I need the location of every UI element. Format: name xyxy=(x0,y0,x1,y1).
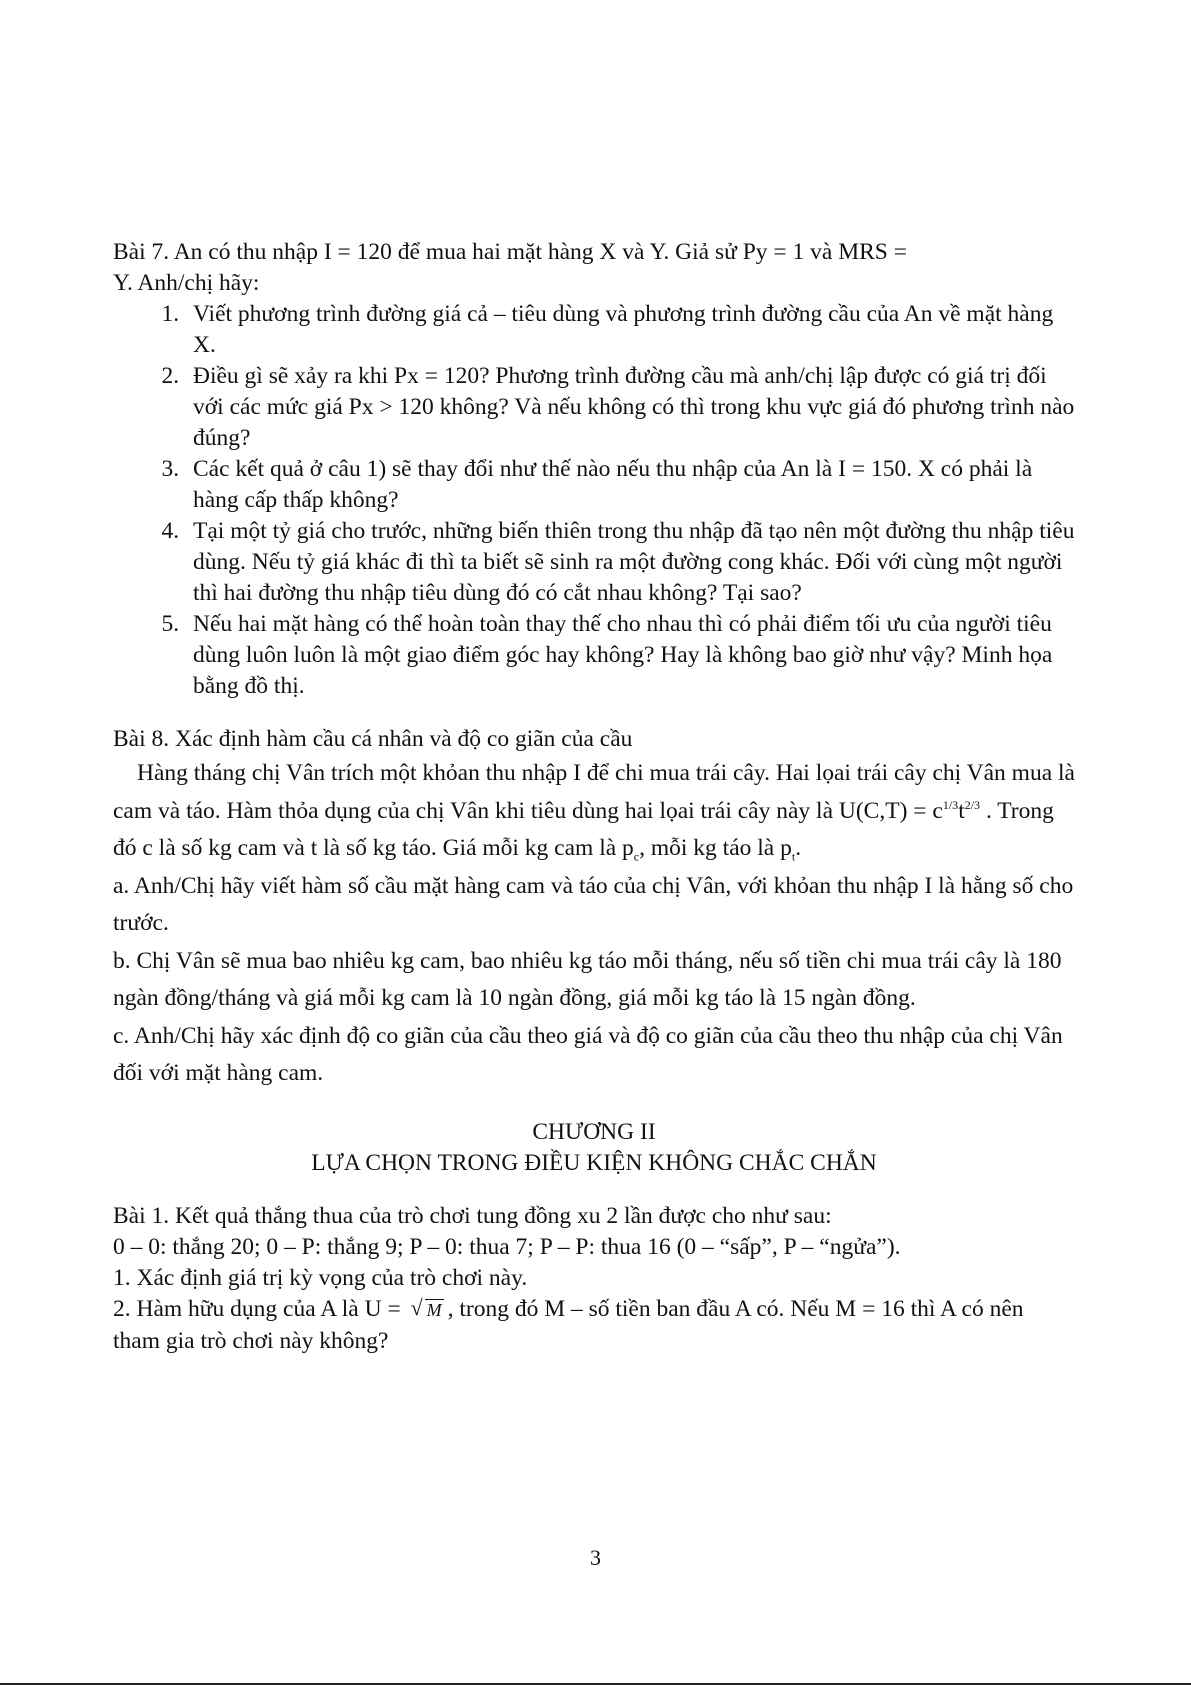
subscript-c: c xyxy=(633,849,640,864)
bai8-question-b: b. Chị Vân sẽ mua bao nhiêu kg cam, bao nhiêu kg táo mỗi tháng, nếu số tiền chi mua trái cây là 180 ngàn đồng/tháng và giá mỗi kg cam là 10 ngàn đồng, giá mỗi kg táo là 15 ngàn đồng. xyxy=(113,947,1062,1011)
bai8-title: Bài 8. Xác định hàm cầu cá nhân và độ co giãn của cầu xyxy=(113,726,633,752)
subscript-t: t xyxy=(791,849,796,864)
document-page xyxy=(113,237,1075,1357)
bai7-task-5: 5. Nếu hai mặt hàng có thể hoàn toàn thay thế cho nhau thì có phải điểm tối ưu của người tiêu dùng luôn luôn là một giao điểm góc hay không? Hay là không bao giờ như vậy? Minh họa bằng đồ thị. xyxy=(185,609,1075,702)
bai8-intro: Hàng tháng chị Vân trích một khỏan thu nhập I để chi mua trái cây. Hai lọai trái cây chị Vân mua là cam và táo. Hàm thỏa dụng của chị Vân khi tiêu dùng hai lọai trái cây này là $U(C,T) = c^{1/3}t^{2/3}$ . Trong đó c là số kg cam và t là số kg táo. Giá mỗi kg cam là $p_c$, mỗi kg táo là $p_t$. xyxy=(113,760,1075,864)
bai7-title-line2: Y. Anh/chị hãy: xyxy=(113,270,260,296)
bai1-question-1: 1. Xác định giá trị kỳ vọng của trò chơi này. xyxy=(113,1264,528,1291)
bai1-question-2: 2. Hàm hữu dụng của A là U = √ M , trong đó M – số tiền ban đầu A có. Nếu M = 16 thì A có nên tham gia trò chơi này không? xyxy=(113,1294,1075,1357)
page-number: 3 xyxy=(590,1545,601,1570)
bai1-outcomes: 0 – 0: thắng 20; 0 – P: thắng 9; P – 0: thua 7; P – P: thua 16 (0 – “sấp”, P – “ngửa”). xyxy=(113,1233,901,1260)
bai7-task-2: 2. Điều gì sẽ xảy ra khi Px = 120? Phương trình đường cầu mà anh/chị lập được có giá trị đối với các mức giá Px > 120 không? Và nếu không có thì trong khu vực giá đó phương trình nào đúng? xyxy=(185,361,1075,454)
exponent-c: 1/3 xyxy=(942,797,959,812)
bai1-section xyxy=(113,1201,1075,1357)
bai8-question-a: a. Anh/Chị hãy viết hàm số cầu mặt hàng cam và táo của chị Vân, với khỏan thu nhập I là hằng số cho trước. xyxy=(113,872,1074,936)
chapter-heading xyxy=(113,1117,1075,1179)
chapter-title: LỰA CHỌN TRONG ĐIỀU KIỆN KHÔNG CHẮC CHẮN xyxy=(311,1149,877,1176)
bai7-task-3: 3. Các kết quả ở câu 1) sẽ thay đổi như thế nào nếu thu nhập của An là I = 150. X có phải là hàng cấp thấp không? xyxy=(185,454,1075,516)
exponent-t: 2/3 xyxy=(964,797,981,812)
square-root-icon: √ M xyxy=(411,1295,444,1326)
chapter-number: CHƯƠNG II xyxy=(532,1118,656,1145)
bai7-title-line1: Bài 7. An có thu nhập I = 120 để mua hai mặt hàng X và Y. Giả sử Py = 1 và MRS = xyxy=(113,239,907,265)
bai8-question-c: c. Anh/Chị hãy xác định độ co giãn của cầu theo giá và độ co giãn của cầu theo thu nhập của chị Vân đối với mặt hàng cam. xyxy=(113,1022,1063,1086)
bai7-task-1: 1. Viết phương trình đường giá cả – tiêu dùng và phương trình đường cầu của An về mặt hàng X. xyxy=(185,299,1075,361)
bai8-section xyxy=(113,724,1075,1093)
bai7-task-4: 4. Tại một tỷ giá cho trước, những biến thiên trong thu nhập đã tạo nên một đường thu nhập tiêu dùng. Nếu tỷ giá khác đi thì ta biết sẽ sinh ra một đường cong khác. Đối với cùng một người thì hai đường thu nhập tiêu dùng đó có cắt nhau không? Tại sao? xyxy=(185,516,1075,609)
bai7-task-list xyxy=(113,299,1075,702)
bai1-title: Bài 1. Kết quả thắng thua của trò chơi tung đồng xu 2 lần được cho như sau: xyxy=(113,1202,832,1229)
